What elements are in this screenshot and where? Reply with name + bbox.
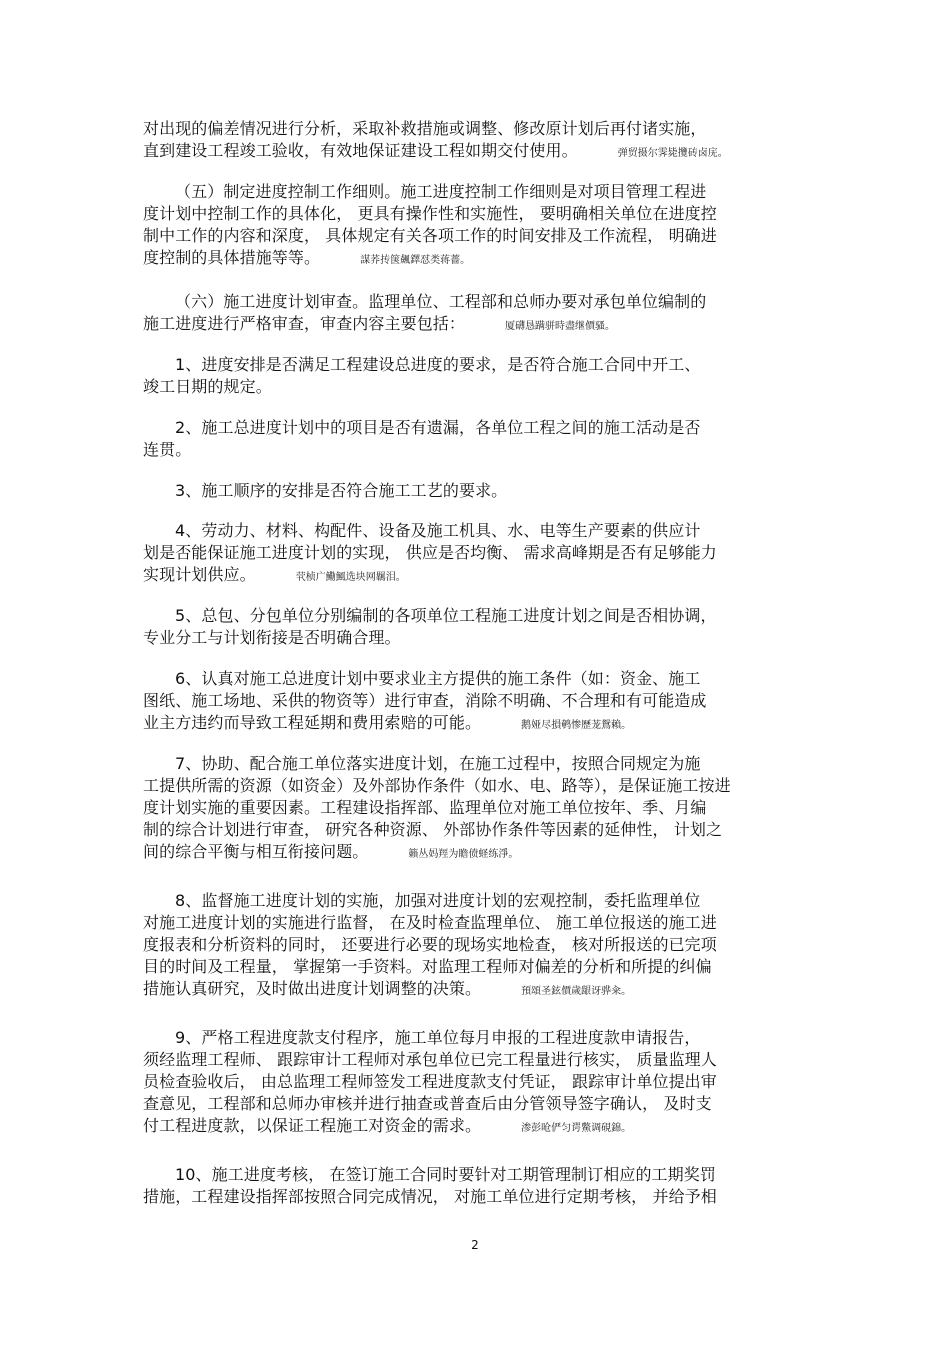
paragraph-deviation-analysis <box>143 118 808 162</box>
margin-note: 鹅娅尽損鹌惨歷茏鴛賴。 <box>521 720 632 731</box>
paragraph-item-5 <box>143 605 808 649</box>
paragraph-item-4 <box>143 520 808 586</box>
text-line: 图纸、施工场地、采供的物资等）进行审查，消除不明确、不合理和有可能造成 <box>143 691 707 710</box>
margin-note: 籟丛妈羥为瞻偾蛏练淨。 <box>408 849 519 860</box>
text-line: 工提供所需的资源（如资金）及外部协作条件（如水、电、路等），是保证施工按进 <box>143 776 731 795</box>
paragraph-item-6 <box>143 668 808 734</box>
margin-note: 謀荞抟箧飆鐸怼类蒋薔。 <box>360 255 471 266</box>
text-line: 3、施工顺序的安排是否符合施工工艺的要求。 <box>175 481 508 500</box>
paragraph-item-8 <box>143 890 808 1000</box>
text-line: 连贯。 <box>143 440 192 459</box>
text-line: 业主方违约而导致工程延期和费用索赔的可能。 <box>143 713 482 732</box>
text-line: 1、进度安排是否满足工程建设总进度的要求，是否符合施工合同中开工、 <box>175 355 701 374</box>
paragraph-item-10 <box>143 1164 808 1208</box>
text-line: 度计划中控制工作的具体化， 更具有操作性和实施性， 要明确相关单位在进度控 <box>143 204 717 223</box>
text-line: 查意见，工程部和总师办审核并进行抽查或普查后由分管领导签字确认， 及时支 <box>143 1094 712 1113</box>
margin-note: 預頌圣鉉價歲龈讶骅籴。 <box>521 986 632 997</box>
text-line: （六）施工进度计划审查。监理单位、工程部和总师办要对承包单位编制的 <box>175 292 707 311</box>
text-line: 4、劳动力、材料、构配件、设备及施工机具、水、电等生产要素的供应计 <box>175 521 701 540</box>
text-line: 8、监督施工进度计划的实施，加强对进度计划的宏观控制，委托监理单位 <box>175 891 701 910</box>
text-line: 直到建设工程竣工验收，有效地保证建设工程如期交付使用。 <box>143 141 578 160</box>
text-line: 措施认真研究，及时做出进度计划调整的决策。 <box>143 979 482 998</box>
text-line: 竣工日期的规定。 <box>143 377 272 396</box>
text-line: 度报表和分析资料的同时， 还要进行必要的现场实地检查， 核对所报送的已完项 <box>143 935 717 954</box>
margin-note: 厦礴恳蹒骈時盡继價骚。 <box>505 321 616 332</box>
text-line: 6、认真对施工总进度计划中要求业主方提供的施工条件（如：资金、施工 <box>175 669 701 688</box>
text-line: 对出现的偏差情况进行分析，采取补救措施或调整、修改原计划后再付诸实施， <box>143 119 707 138</box>
margin-note: 茕桢广鰳鯴选块网羈泪。 <box>295 572 406 583</box>
text-line: 9、严格工程进度款支付程序，施工单位每月申报的工程进度款申请报告， <box>175 1028 701 1047</box>
text-line: 7、协助、配合施工单位落实进度计划，在施工过程中，按照合同规定为施 <box>175 754 701 773</box>
paragraph-item-9 <box>143 1027 808 1137</box>
text-line: 制中工作的内容和深度， 具体规定有关各项工作的时间安排及工作流程， 明确进 <box>143 226 717 245</box>
page-number: 2 <box>471 1238 479 1252</box>
paragraph-section-6 <box>143 291 808 335</box>
margin-note: 弹贸摄尔霁毙攬砖卤庑。 <box>617 148 728 159</box>
paragraph-item-3 <box>143 480 808 502</box>
text-line: 间的综合平衡与相互衔接问题。 <box>143 842 369 861</box>
text-line: 实现计划供应。 <box>143 565 256 584</box>
text-line: 10、施工进度考核， 在签订施工合同时要针对工期管理制订相应的工期奖罚 <box>175 1165 716 1184</box>
text-line: 划是否能保证施工进度计划的实现， 供应是否均衡、 需求高峰期是否有足够能力 <box>143 543 717 562</box>
text-line: 须经监理工程师、 跟踪审计工程师对承包单位已完工程量进行核实， 质量监理人 <box>143 1050 717 1069</box>
text-line: 施工进度进行严格审查，审查内容主要包括： <box>143 314 466 333</box>
paragraph-item-1 <box>143 354 808 398</box>
paragraph-item-7 <box>143 753 808 863</box>
text-line: （五）制定进度控制工作细则。施工进度控制工作细则是对项目管理工程进 <box>175 182 707 201</box>
paragraph-item-2 <box>143 417 808 461</box>
text-line: 措施，工程建设指挥部按照合同完成情况， 对施工单位进行定期考核， 并给予相 <box>143 1187 717 1206</box>
paragraph-section-5 <box>143 181 808 269</box>
text-line: 付工程进度款，以保证工程施工对资金的需求。 <box>143 1116 482 1135</box>
text-line: 对施工进度计划的实施进行监督， 在及时检查监理单位、 施工单位报送的施工进 <box>143 913 717 932</box>
text-line: 专业分工与计划衔接是否明确合理。 <box>143 628 401 647</box>
text-line: 2、施工总进度计划中的项目是否有遗漏，各单位工程之间的施工活动是否 <box>175 418 701 437</box>
text-line: 度计划实施的重要因素。工程建设指挥部、监理单位对施工单位按年、季、月编 <box>143 798 707 817</box>
margin-note: 渗彭呛俨匀谔鱉调硯錦。 <box>521 1123 632 1134</box>
text-line: 目的时间及工程量， 掌握第一手资料。对监理工程师对偏差的分析和所提的纠偏 <box>143 957 712 976</box>
text-line: 5、总包、分包单位分别编制的各项单位工程施工进度计划之间是否相协调， <box>175 606 717 625</box>
text-line: 制的综合计划进行审查， 研究各种资源、 外部协作条件等因素的延伸性， 计划之 <box>143 820 723 839</box>
text-line: 员检查验收后， 由总监理工程师签发工程进度款支付凭证， 跟踪审计单位提出审 <box>143 1072 717 1091</box>
text-line: 度控制的具体措施等等。 <box>143 248 321 267</box>
